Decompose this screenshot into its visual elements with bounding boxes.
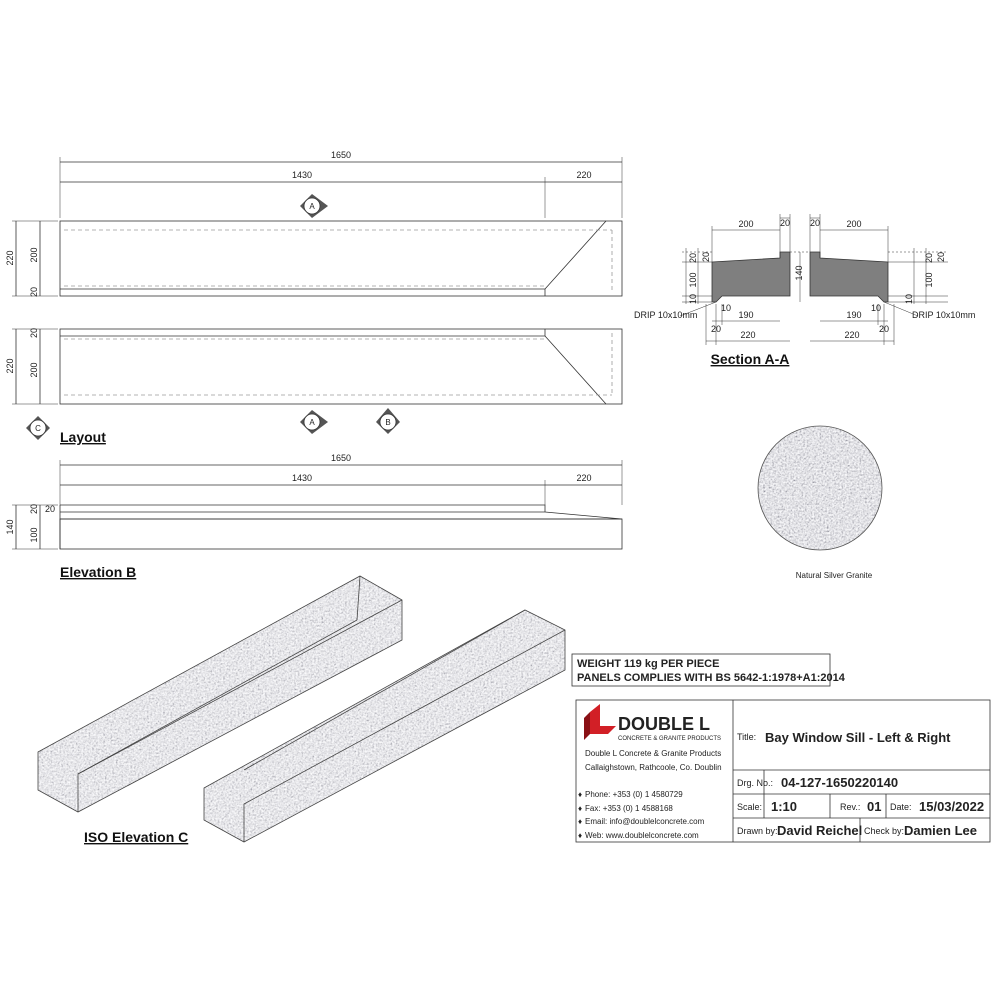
company-logo [584,704,721,742]
check-value: Damien Lee [904,823,977,838]
section-a-view [634,214,975,367]
section-dim-10-left: 10 [688,293,698,305]
dim-drip-bottom: 20 [29,327,39,339]
svg-text:CONCRETE & GRANITE PRODUCTS: CONCRETE & GRANITE PRODUCTS [618,736,722,742]
weight-note: WEIGHT 119 kg PER PIECE [577,658,720,670]
drip-label-right: DRIP 10x10mm [912,310,976,320]
svg-text:DOUBLE: DOUBLE [618,714,694,734]
rev-value: 01 [867,799,882,814]
elev-dim-height: 140 [5,519,15,535]
section-dim-200-right: 200 [846,219,862,229]
dim-main: 1430 [291,170,313,180]
svg-text:B: B [385,418,391,427]
dim-depth-bottom: 220 [5,358,15,374]
section-marker-b[interactable] [376,408,400,434]
elevation-b-view [12,460,622,549]
section-dim-10-left-w: 10 [721,303,732,313]
svg-text:A: A [309,418,315,427]
svg-text:C: C [35,424,41,433]
section-marker-a-bottom[interactable] [300,410,328,434]
elev-dim-top: 20 [29,503,39,515]
elev-dim-lip: 20 [44,504,56,514]
dim-depth-top: 220 [5,250,15,266]
company-web: Web: www.doublelconcrete.com [585,831,699,840]
elev-dim-main: 1430 [291,473,313,483]
compliance-note: PANELS COMPLIES WITH BS 5642-1:1978+A1:2014 [577,672,845,684]
section-dim-20-bl: 20 [710,324,722,334]
layout-title: Layout [60,429,106,445]
svg-text:♦: ♦ [578,804,583,813]
company-fax: Fax: +353 (0) 1 4588168 [585,804,673,813]
section-a-title: Section A-A [710,351,790,367]
drg-number: 04-127-1650220140 [781,775,899,790]
dim-top-200: 200 [29,247,39,263]
drip-label-left: DRIP 10x10mm [634,310,698,320]
svg-text:♦: ♦ [578,831,583,840]
section-marker-a-top[interactable] [300,194,328,218]
section-dim-20-br: 20 [878,324,890,334]
company-phone: Phone: +353 (0) 1 4580729 [585,790,683,799]
granite-swatch [756,424,884,552]
elev-dim-lower: 100 [29,527,39,543]
date-label: Date: [890,802,912,812]
section-dim-20-r1: 20 [924,252,934,264]
section-dim-140: 140 [794,265,804,281]
section-dim-20-left: 20 [779,218,791,228]
date-value: 15/03/2022 [919,799,985,814]
elev-dim-overall: 1650 [330,453,352,463]
drawn-label: Drawn by: [737,826,778,836]
drg-label: Drg. No.: [737,778,774,788]
notes-box [572,654,846,686]
dim-end: 220 [576,170,592,180]
elevation-b-title: Elevation B [60,564,137,580]
granite-label: Natural Silver Granite [795,571,873,580]
section-dim-20-r2: 20 [936,251,946,263]
section-dim-10-right: 10 [904,293,914,305]
svg-text:L: L [699,714,710,734]
dim-drip-top: 20 [29,286,39,298]
scale-value: 1:10 [771,799,798,814]
section-dim-100-right: 100 [924,272,934,288]
elev-dim-end: 220 [576,473,592,483]
drawing-title: Bay Window Sill - Left & Right [765,730,951,745]
section-dim-220-left: 220 [740,330,756,340]
section-dim-190-right: 190 [846,310,862,320]
section-dim-20-right: 20 [809,218,821,228]
svg-text:A: A [309,202,315,211]
company-name: Double L Concrete & Granite Products [585,749,722,758]
section-dim-10-right-w: 10 [870,303,881,313]
section-marker-c[interactable] [26,416,50,440]
section-dim-190-left: 190 [738,310,754,320]
rev-label: Rev.: [840,802,861,812]
title-label: Title: [737,732,757,742]
section-dim-200-left: 200 [738,219,754,229]
svg-text:♦: ♦ [578,790,583,799]
iso-title: ISO Elevation C [84,829,189,845]
section-dim-100-left: 100 [688,272,698,288]
dim-overall: 1650 [330,150,352,160]
section-dim-20-l1: 20 [688,252,698,264]
company-address: Callaighstown, Rathcoole, Co. Doublin [585,763,722,772]
layout-view [12,157,622,404]
drawn-value: David Reichel [777,823,863,838]
svg-text:♦: ♦ [578,817,583,826]
company-email: Email: info@doublelconcrete.com [585,817,705,826]
check-label: Check by: [864,826,905,836]
section-dim-220-right: 220 [844,330,860,340]
section-dim-20-l2: 20 [701,251,711,263]
dim-bottom-200: 200 [29,362,39,378]
scale-label: Scale: [737,802,763,812]
